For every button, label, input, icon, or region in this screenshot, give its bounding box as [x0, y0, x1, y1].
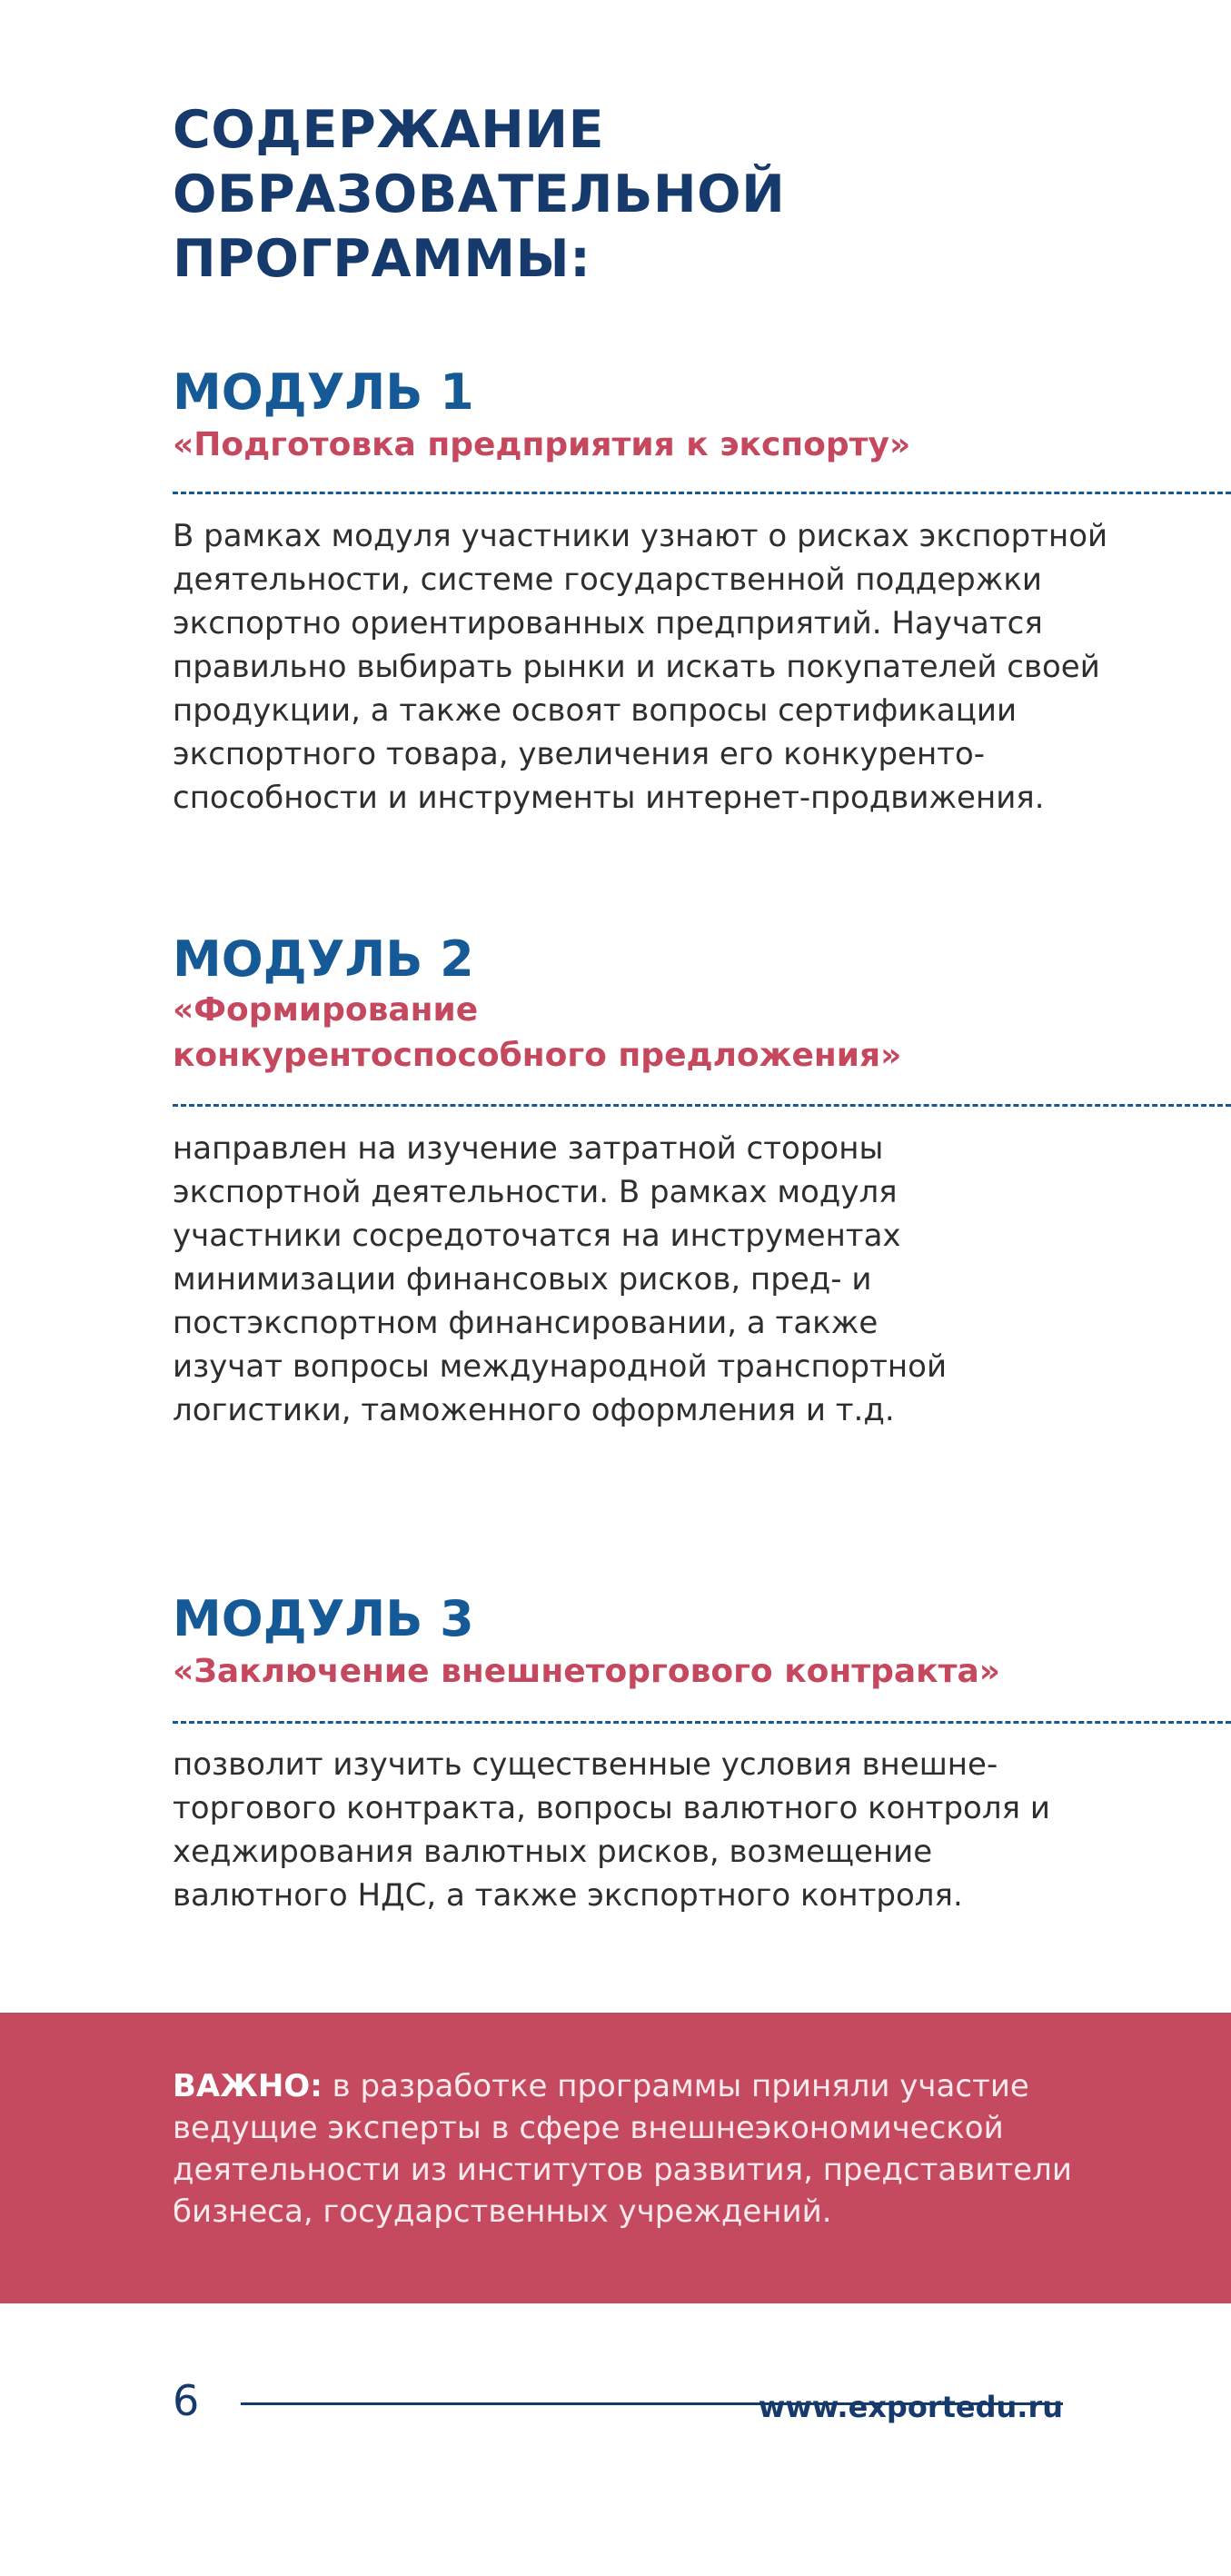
module-1-description-line: экспортного товара, увеличения его конкуренто- — [173, 736, 986, 772]
important-notice-line: ведущие эксперты в сфере внешнеэкономической — [173, 2110, 1004, 2146]
module-2-description-line: направлен на изучение затратной стороны — [173, 1130, 884, 1167]
module-3-description-line: валютного НДС, а также экспортного контроля. — [173, 1877, 963, 1914]
module-1-description-line: правильно выбирать рынки и искать покупателей своей — [173, 649, 1100, 685]
module-2-divider — [173, 1104, 1231, 1107]
module-2-subtitle-line: «Формирование — [173, 991, 479, 1029]
module-3-subtitle — [173, 1649, 1172, 1695]
important-notice-line: бизнеса, государственных учреждений. — [173, 2193, 832, 2230]
module-3-subtitle-line: «Заключение внешнеторгового контракта» — [173, 1653, 1001, 1690]
important-notice-label: ВАЖНО: — [173, 2068, 323, 2104]
website-link[interactable]: www.exportedu.ru — [758, 2390, 1063, 2424]
module-3-title: МОДУЛЬ 3 — [173, 1590, 474, 1647]
important-notice-text — [173, 2065, 1136, 2233]
module-1-subtitle — [173, 423, 1172, 468]
module-1-divider — [173, 492, 1231, 494]
module-1-description-line: экспортно ориентированных предприятий. Научатся — [173, 605, 1043, 642]
module-2-description-line: изучат вопросы международной транспортной — [173, 1348, 948, 1385]
module-1-description-line: В рамках модуля участники узнают о рисках экспортной — [173, 518, 1108, 554]
module-2-description-line: логистики, таможенного оформления и т.д. — [173, 1392, 895, 1428]
module-1-description — [173, 514, 1108, 820]
module-3-description — [173, 1743, 1081, 1917]
module-2-subtitle-line: конкурентоспособного предложения» — [173, 1037, 902, 1074]
module-2-description — [173, 1127, 1081, 1432]
module-2-title: МОДУЛЬ 2 — [173, 930, 474, 988]
module-1-description-line: продукции, а также освоят вопросы сертификации — [173, 692, 1018, 729]
module-1-title: МОДУЛЬ 1 — [173, 363, 474, 421]
module-2-description-line: минимизации финансовых рисков, пред- и — [173, 1261, 872, 1298]
page-heading-line: ПРОГРАММЫ: — [173, 229, 591, 289]
module-3-description-line: позволит изучить существенные условия внешне- — [173, 1746, 998, 1783]
page-number: 6 — [173, 2376, 200, 2425]
important-notice-first-line: в разработке программы приняли участие — [322, 2068, 1029, 2104]
module-1-description-line: способности и инструменты интернет-продвижения. — [173, 780, 1045, 816]
module-3-description-line: торгового контракта, вопросы валютного контроля и — [173, 1790, 1050, 1826]
module-3-description-line: хеджирования валютных рисков, возмещение — [173, 1834, 933, 1870]
module-2-description-line: экспортной деятельности. В рамках модуля — [173, 1174, 898, 1210]
module-3-divider — [173, 1721, 1231, 1724]
module-2-description-line: участники сосредоточатся на инструментах — [173, 1218, 901, 1254]
important-notice-line — [173, 2065, 1136, 2107]
page-heading — [173, 98, 1081, 292]
page-heading-line: СОДЕРЖАНИЕ — [173, 100, 604, 160]
module-2-description-line: постэкспортном финансировании, а также — [173, 1305, 879, 1341]
important-notice-band — [0, 2013, 1231, 2303]
page-heading-line: ОБРАЗОВАТЕЛЬНОЙ — [173, 164, 786, 224]
important-notice-line: деятельности из институтов развития, представители — [173, 2152, 1072, 2188]
module-1-subtitle-line: «Подготовка предприятия к экспорту» — [173, 426, 911, 463]
module-1-description-line: деятельности, системе государственной поддержки — [173, 562, 1043, 598]
module-2-subtitle — [173, 988, 1172, 1079]
